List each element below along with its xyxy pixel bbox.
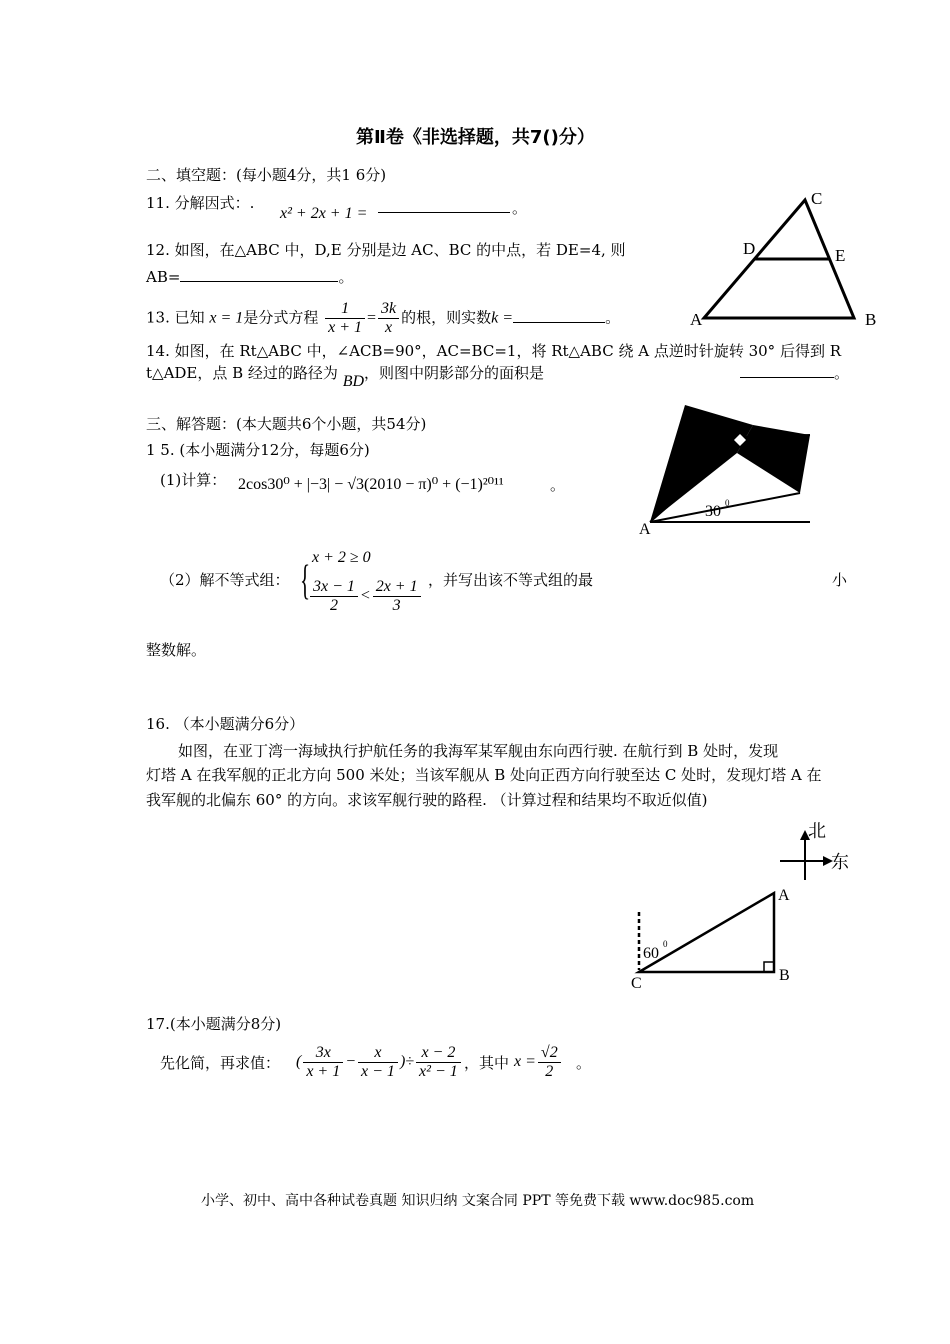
q14-arc-bd: BD	[342, 373, 365, 390]
q13-cond: x = 1	[209, 309, 244, 327]
q12-end: 。	[338, 268, 354, 286]
label-a: A	[778, 887, 790, 904]
q15-p2-ineq1: x + 2 ≥ 0	[312, 549, 371, 566]
label-b: B	[779, 967, 790, 984]
q14-line1: 14. 如图，在 Rt△ABC 中，∠ACB=90°，AC=BC=1，将 Rt△ABC 绕 A 点逆时针旋转 30° 后得到 R	[146, 342, 842, 360]
q15-p2-line2: 整数解。	[146, 641, 207, 659]
q13-frac1: $\frac{1}{x + 1}$	[325, 300, 365, 337]
q15-p2-ineq2	[308, 578, 423, 615]
label-east: 东	[831, 852, 849, 872]
page-title: 第Ⅱ卷《非选择题，共7()分）	[356, 127, 595, 148]
q11-label: 11. 分解因式：.	[146, 194, 255, 212]
q15-p2-lt: <	[359, 587, 371, 605]
figure-q16-navigation	[625, 820, 865, 1000]
section2-heading: 二、填空题：(每小题4分，共1 6分)	[146, 166, 387, 184]
footer-text: 小学、初中、高中各种试卷真题 知识归纳 文案合同 PPT 等免费下载 www.doc985.com	[201, 1193, 755, 1209]
q13-frac2: $\frac{3k}{x}$	[378, 300, 399, 337]
q11	[146, 193, 254, 213]
section3-heading: 三、解答题：(本大题共6个小题，共54分)	[146, 415, 427, 433]
right-angle-mark	[764, 962, 774, 972]
system-brace: {	[300, 558, 311, 604]
q17-end: 。	[576, 1054, 592, 1072]
label-e: E	[835, 246, 846, 265]
q15-p2-suffix: ，并写出该不等式组的最	[428, 571, 594, 589]
q15-p2-label: （2）解不等式组：	[160, 571, 290, 589]
q13-eq: =	[367, 309, 377, 327]
q14-answer-blank[interactable]	[740, 363, 834, 378]
q17-frac2: $\frac{x}{x - 1}$	[358, 1044, 398, 1081]
q16-label: 16. （本小题满分6分）	[146, 715, 305, 733]
q12-ab-label: AB=	[146, 268, 181, 286]
q16-line1: 如图，在亚丁湾一海域执行护航任务的我海军某军舰由东向西行驶. 在航行到 B 处时，发现	[178, 742, 779, 760]
q15-p2-frac-right: $\frac{2x + 1}{3}$	[373, 578, 421, 615]
q16-line2: 灯塔 A 在我军舰的正北方向 500 米处；当该军舰从 B 处向正西方向行驶至达 C 处时，发现灯塔 A 在	[146, 766, 822, 784]
q12-line1: 12. 如图，在△ABC 中，D,E 分别是边 AC、BC 的中点，若 DE=4, 则	[146, 241, 626, 259]
triangle-abc	[639, 893, 774, 972]
angle-value: 60	[643, 945, 659, 962]
q15-p1-expression: 2cos30⁰ + |−3| − √3(2010 − π)⁰ + (−1)²⁰¹¹	[238, 476, 504, 493]
figure-q14-rotation	[635, 395, 825, 545]
label-c: C	[811, 189, 823, 208]
q17-xvalue-frac: $\frac{√2}{2}$	[538, 1044, 561, 1081]
q14-line2	[146, 363, 545, 390]
q13-var: k =	[491, 309, 514, 327]
q13-mid: 是分式方程	[243, 308, 319, 327]
label-d: D	[743, 239, 756, 258]
q13-end: 。	[605, 308, 621, 327]
q15-p1-label: (1)计算：	[160, 471, 227, 489]
q17-xvalue: x = $\frac{√2}{2}$	[514, 1044, 563, 1081]
q13-answer-blank[interactable]	[513, 308, 605, 323]
label-b: B	[865, 310, 877, 329]
q14-line2-suffix: ，则图中阴影部分的面积是	[364, 364, 545, 382]
q14-end: 。	[834, 364, 850, 382]
q17-label: 17.(本小题满分8分)	[146, 1015, 282, 1033]
q13	[146, 300, 620, 337]
q11-answer-blank[interactable]	[378, 198, 510, 218]
q11-expression: x² + 2x + 1 =	[280, 205, 368, 222]
q14-line2-prefix: t△ADE，点 B 经过的路径为	[146, 364, 338, 382]
q16-line3: 我军舰的北偏东 60° 的方向。求该军舰行驶的路程. （计算过程和结果均不取近似值)	[146, 791, 708, 809]
q15-p1-end: 。	[550, 476, 566, 494]
label-c: C	[631, 975, 642, 992]
q17-expression: ( $\frac{3x}{x + 1}$ − $\frac{x}{x - 1}$ )÷ $\frac{x - 2}{\text{x² − 1}}$	[296, 1044, 463, 1081]
q13-suffix: 的根，则实数	[401, 308, 492, 327]
label-a: A	[690, 310, 703, 329]
q12-answer-blank[interactable]	[180, 267, 338, 282]
q15-p2-frac-left: $\frac{3x - 1}{2}$	[310, 578, 358, 615]
q11-end: 。	[512, 199, 528, 217]
q12-line2	[146, 267, 353, 287]
q14-answer	[740, 363, 849, 383]
angle-degree: 0	[725, 498, 730, 508]
label-a: A	[639, 521, 651, 538]
label-north: 北	[808, 821, 826, 841]
q17-frac1: $\frac{3x}{x + 1}$	[303, 1044, 343, 1081]
angle-degree: 0	[663, 939, 668, 949]
figure-q12-triangle	[680, 185, 880, 335]
q15-p2-wrap: 小	[832, 571, 848, 589]
q17-prefix: 先化简，再求值：	[160, 1054, 281, 1072]
angle-value: 30	[705, 503, 721, 520]
q13-prefix: 13. 已知	[146, 308, 205, 327]
q17-mid: ，其中	[464, 1054, 510, 1072]
q15-label: 1 5. (本小题满分12分，每题6分)	[146, 441, 370, 459]
q17-frac3: $\frac{x - 2}{\text{x² − 1}}$	[416, 1044, 461, 1081]
